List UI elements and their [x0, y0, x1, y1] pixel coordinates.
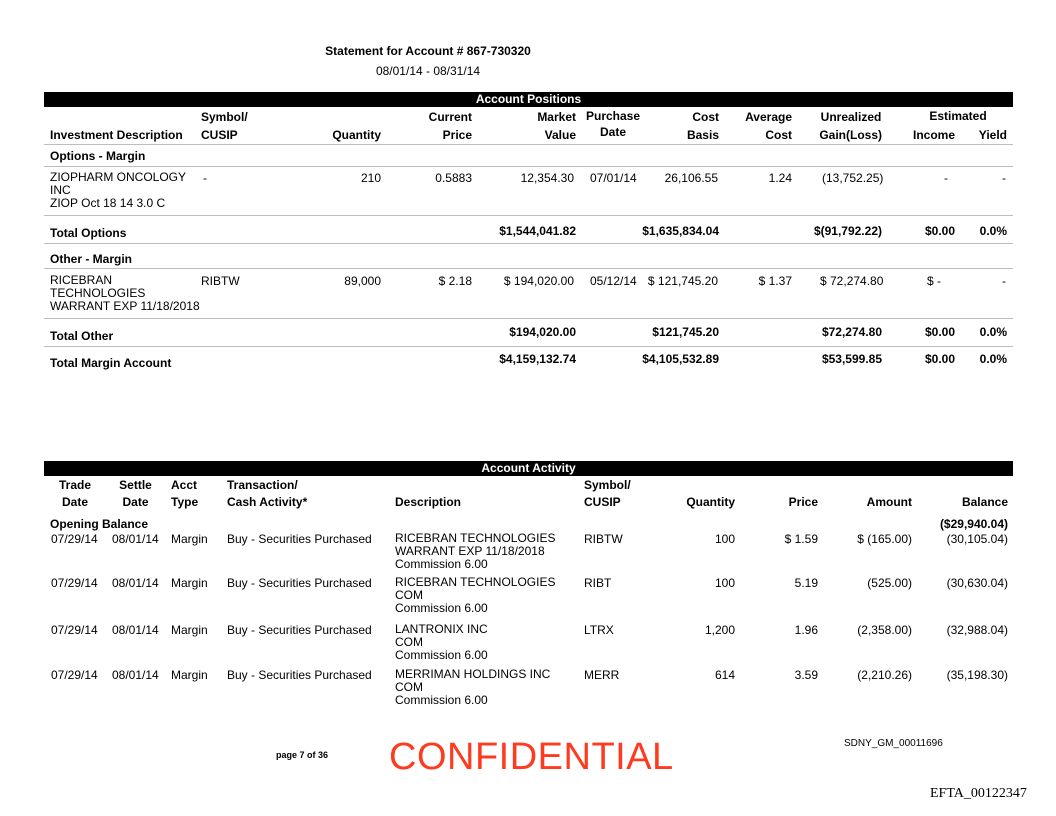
- total-label: Total Other: [50, 329, 114, 343]
- statement-period: 08/01/14 - 08/31/14: [375, 64, 481, 78]
- activity-description: [395, 576, 555, 615]
- total-unrealized: $(91,792.22): [813, 224, 882, 238]
- col-value: Value: [544, 128, 576, 142]
- section-title: Other - Margin: [50, 252, 133, 266]
- acct-type: Margin: [171, 532, 208, 546]
- divider: [44, 346, 1013, 347]
- total-income: $0.00: [924, 325, 955, 339]
- total-market-value: $1,544,041.82: [499, 224, 576, 238]
- holding-symbol: RIBTW: [201, 274, 240, 288]
- holding-unrealized: $ 72,274.80: [820, 274, 884, 288]
- divider: [44, 268, 1013, 269]
- holding-average-cost: 1.24: [768, 171, 792, 185]
- holding-yield: -: [1002, 171, 1006, 185]
- activity-description: [395, 668, 550, 707]
- description-line: LANTRONIX INC: [395, 622, 488, 636]
- description-line: COM: [395, 680, 423, 694]
- col-yield: Yield: [978, 128, 1007, 142]
- holding-average-cost: $ 1.37: [758, 274, 792, 288]
- margin-total-market-value: $4,159,132.74: [499, 352, 576, 366]
- col-current: Current: [428, 110, 472, 124]
- col-market: Market: [537, 110, 576, 124]
- symbol: MERR: [584, 668, 620, 682]
- holding-current-price: 0.5883: [435, 171, 472, 185]
- col-balance: Balance: [961, 495, 1008, 509]
- divider: [44, 166, 1013, 167]
- quantity: 614: [714, 668, 735, 682]
- col-gain-loss: Gain(Loss): [819, 128, 882, 142]
- holding-description: [50, 171, 186, 210]
- efta-number: EFTA_00122347: [930, 786, 1027, 801]
- col-settle: Settle: [119, 478, 152, 492]
- col-trade-date: Date: [61, 495, 88, 509]
- page-number: page 7 of 36: [276, 750, 329, 760]
- description-line: RICEBRAN TECHNOLOGIES: [395, 531, 556, 545]
- holding-quantity: 210: [360, 171, 381, 185]
- holding-purchase-date: 05/12/14: [590, 274, 637, 288]
- acct-type: Margin: [171, 576, 208, 590]
- quantity: 100: [714, 576, 735, 590]
- col-acct-type: Type: [171, 495, 199, 509]
- description-line: TECHNOLOGIES: [50, 286, 146, 300]
- price: 5.19: [794, 576, 818, 590]
- amount: $ (165.00): [857, 532, 912, 546]
- total-unrealized: $72,274.80: [821, 325, 882, 339]
- description-line: Commission 6.00: [395, 693, 488, 707]
- amount: (2,358.00): [857, 623, 912, 637]
- opening-balance-label: Opening Balance: [50, 517, 149, 531]
- trade-date: 07/29/14: [51, 576, 98, 590]
- activity-description: [395, 623, 488, 662]
- settle-date: 08/01/14: [112, 576, 159, 590]
- holding-current-price: $ 2.18: [438, 274, 472, 288]
- description-line: COM: [395, 588, 423, 602]
- description-line: MERRIMAN HOLDINGS INC: [395, 667, 551, 681]
- divider: [44, 318, 1013, 319]
- col-trade: Trade: [58, 478, 91, 492]
- description-line: ZIOPHARM ONCOLOGY: [50, 170, 187, 184]
- transaction: Buy - Securities Purchased: [227, 668, 372, 682]
- col-cusip: CUSIP: [584, 495, 621, 509]
- total-cost-basis: $121,745.20: [652, 325, 719, 339]
- holding-market-value: 12,354.30: [520, 171, 574, 185]
- price: 3.59: [794, 668, 818, 682]
- holding-yield: -: [1002, 274, 1006, 288]
- positions-band: Account Positions: [44, 92, 1013, 107]
- holding-cost-basis: $ 121,745.20: [647, 274, 718, 288]
- col-price: Price: [788, 495, 818, 509]
- price: $ 1.59: [784, 532, 818, 546]
- description-line: INC: [50, 183, 71, 197]
- margin-total-yield: 0.0%: [979, 352, 1007, 366]
- acct-type: Margin: [171, 623, 208, 637]
- col-basis: Basis: [686, 128, 719, 142]
- section-title: Options - Margin: [50, 149, 146, 163]
- col-description: Description: [395, 495, 462, 509]
- col-symbol: Symbol/: [201, 110, 248, 124]
- amount: (525.00): [867, 576, 912, 590]
- description-line: RICEBRAN TECHNOLOGIES: [395, 575, 556, 589]
- col-amount: Amount: [866, 495, 912, 509]
- col-transaction: Transaction/: [227, 478, 298, 492]
- holding-symbol: -: [203, 171, 207, 185]
- total-yield: 0.0%: [979, 224, 1007, 238]
- settle-date: 08/01/14: [112, 532, 159, 546]
- transaction: Buy - Securities Purchased: [227, 623, 372, 637]
- price: 1.96: [794, 623, 818, 637]
- trade-date: 07/29/14: [51, 668, 98, 682]
- col-cash-activity: Cash Activity*: [227, 495, 308, 509]
- col-acct: Acct: [171, 478, 198, 492]
- margin-total-label: Total Margin Account: [50, 356, 172, 370]
- symbol: LTRX: [584, 623, 614, 637]
- total-yield: 0.0%: [979, 325, 1007, 339]
- col-quantity: Quantity: [686, 495, 735, 509]
- divider: [44, 144, 1013, 145]
- total-market-value: $194,020.00: [509, 325, 576, 339]
- settle-date: 08/01/14: [112, 668, 159, 682]
- col-estimated: Estimated: [929, 109, 987, 123]
- margin-total-income: $0.00: [924, 352, 955, 366]
- activity-description: [395, 532, 555, 571]
- description-line: WARRANT EXP 11/18/2018: [395, 544, 545, 558]
- description-line: RICEBRAN: [50, 273, 113, 287]
- col-quantity: Quantity: [332, 128, 381, 142]
- col-cusip: CUSIP: [201, 128, 238, 142]
- col-income: Income: [912, 128, 955, 142]
- description-line: WARRANT EXP 11/18/2018: [50, 299, 200, 313]
- settle-date: 08/01/14: [112, 623, 159, 637]
- margin-total-cost-basis: $4,105,532.89: [642, 352, 719, 366]
- col-settle-date: Date: [122, 495, 149, 509]
- trade-date: 07/29/14: [51, 532, 98, 546]
- holding-income: -: [944, 171, 948, 185]
- divider: [44, 243, 1013, 244]
- bates-number: SDNY_GM_00011696: [844, 738, 943, 749]
- description-line: Commission 6.00: [395, 648, 488, 662]
- description-line: Commission 6.00: [395, 557, 488, 571]
- holding-purchase-date: 07/01/14: [590, 171, 637, 185]
- confidential-stamp: CONFIDENTIAL: [389, 736, 674, 778]
- col-investment-description: Investment Description: [50, 128, 183, 142]
- statement-title: Statement for Account # 867-730320: [325, 44, 531, 58]
- total-income: $0.00: [924, 224, 955, 238]
- balance: (30,630.04): [946, 576, 1008, 590]
- opening-balance-value: ($29,940.04): [939, 517, 1008, 531]
- holding-description: [50, 274, 200, 313]
- total-label: Total Options: [50, 226, 127, 240]
- holding-unrealized: (13,752.25): [822, 171, 884, 185]
- holding-income: $ -: [927, 274, 942, 288]
- balance: (32,988.04): [946, 623, 1008, 637]
- transaction: Buy - Securities Purchased: [227, 576, 372, 590]
- col-price: Price: [442, 128, 472, 142]
- col-date: Date: [599, 125, 626, 139]
- description-line: ZIOP Oct 18 14 3.0 C: [50, 196, 166, 210]
- col-average: Average: [745, 110, 792, 124]
- symbol: RIBTW: [584, 532, 623, 546]
- activity-band: Account Activity: [44, 461, 1013, 476]
- symbol: RIBT: [584, 576, 612, 590]
- balance: (35,198.30): [946, 668, 1008, 682]
- col-symbol: Symbol/: [584, 478, 631, 492]
- col-unrealized: Unrealized: [820, 110, 882, 124]
- trade-date: 07/29/14: [51, 623, 98, 637]
- description-line: COM: [395, 635, 423, 649]
- holding-cost-basis: 26,106.55: [664, 171, 718, 185]
- divider: [44, 215, 1013, 216]
- quantity: 100: [714, 532, 735, 546]
- acct-type: Margin: [171, 668, 208, 682]
- quantity: 1,200: [704, 623, 735, 637]
- amount: (2,210.26): [857, 668, 912, 682]
- description-line: Commission 6.00: [395, 601, 488, 615]
- col-average-cost: Cost: [765, 128, 792, 142]
- holding-market-value: $ 194,020.00: [503, 274, 574, 288]
- total-cost-basis: $1,635,834.04: [642, 224, 719, 238]
- holding-quantity: 89,000: [344, 274, 381, 288]
- transaction: Buy - Securities Purchased: [227, 532, 372, 546]
- balance: (30,105.04): [946, 532, 1008, 546]
- margin-total-unrealized: $53,599.85: [821, 352, 882, 366]
- col-purchase: Purchase: [585, 109, 641, 123]
- col-cost: Cost: [692, 110, 719, 124]
